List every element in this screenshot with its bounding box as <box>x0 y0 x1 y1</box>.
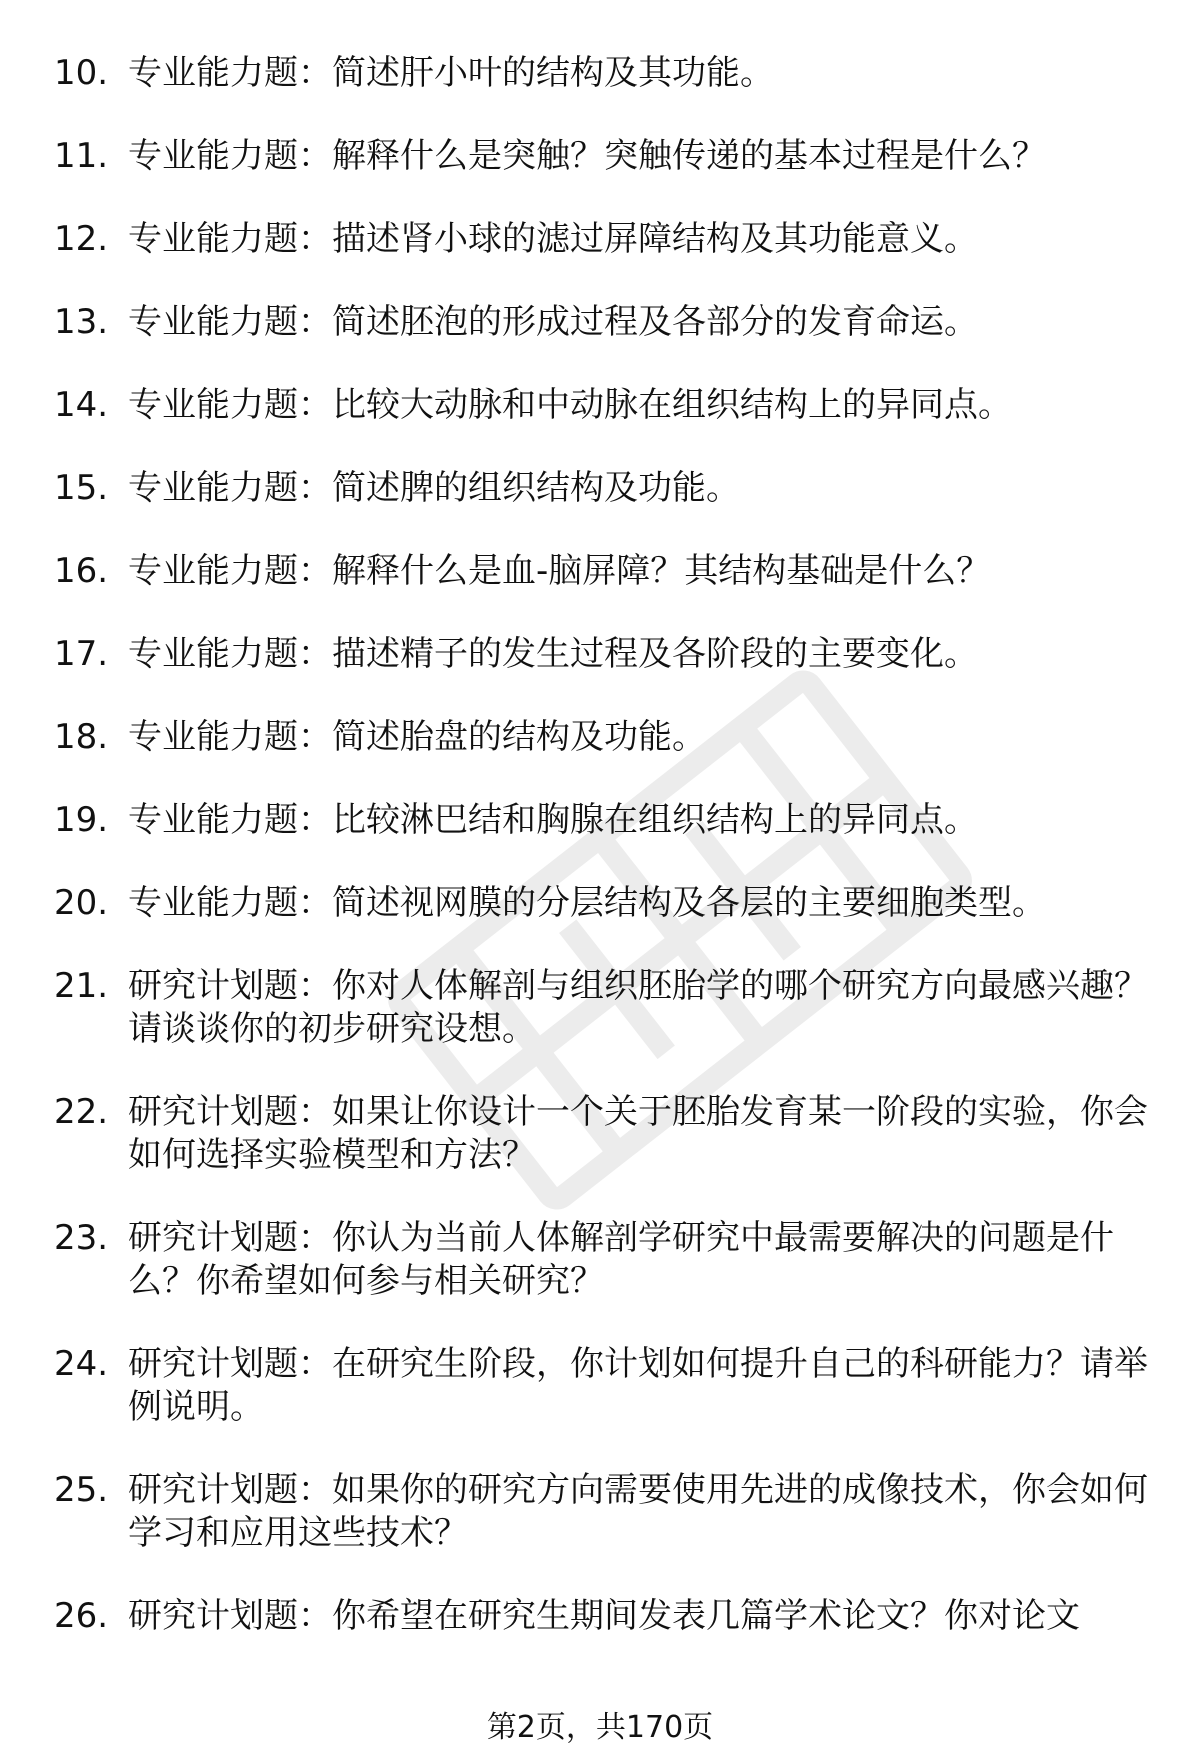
question-text: 研究计划题：在研究生阶段，你计划如何提升自己的科研能力？请举例说明。 <box>128 1344 1148 1427</box>
question-item <box>54 633 1154 676</box>
question-item <box>54 135 1154 178</box>
question-item <box>54 301 1154 344</box>
question-number: 16. <box>54 551 109 591</box>
page-footer: 第2页，共170页 <box>486 1710 714 1745</box>
question-number: 10. <box>54 53 109 93</box>
question-text: 专业能力题：解释什么是突触？突触传递的基本过程是什么？ <box>128 136 1046 176</box>
question-text: 专业能力题：简述胚泡的形成过程及各部分的发育命运。 <box>128 302 978 342</box>
question-item <box>54 1091 1154 1177</box>
question-text: 研究计划题：你认为当前人体解剖学研究中最需要解决的问题是什么？你希望如何参与相关研究？ <box>128 1218 1114 1301</box>
question-text: 专业能力题：描述精子的发生过程及各阶段的主要变化。 <box>128 634 978 674</box>
question-item <box>54 1343 1154 1429</box>
question-list <box>54 52 1154 1678</box>
question-number: 26. <box>54 1596 109 1636</box>
question-number: 12. <box>54 219 109 259</box>
question-item <box>54 467 1154 510</box>
question-number: 18. <box>54 717 109 757</box>
question-item <box>54 1217 1154 1303</box>
question-number: 25. <box>54 1470 109 1510</box>
question-item <box>54 52 1154 95</box>
question-text: 专业能力题：描述肾小球的滤过屏障结构及其功能意义。 <box>128 219 978 259</box>
question-text: 专业能力题：比较淋巴结和胸腺在组织结构上的异同点。 <box>128 800 978 840</box>
question-item <box>54 218 1154 261</box>
question-number: 15. <box>54 468 109 508</box>
question-text: 专业能力题：简述脾的组织结构及功能。 <box>128 468 740 508</box>
question-number: 20. <box>54 883 109 923</box>
question-item <box>54 965 1154 1051</box>
question-item <box>54 1469 1154 1555</box>
question-number: 11. <box>54 136 109 176</box>
question-number: 17. <box>54 634 109 674</box>
question-text: 专业能力题：简述胎盘的结构及功能。 <box>128 717 706 757</box>
question-item <box>54 384 1154 427</box>
question-item <box>54 550 1154 593</box>
question-text: 研究计划题：你对人体解剖与组织胚胎学的哪个研究方向最感兴趣？请谈谈你的初步研究设想。 <box>128 966 1148 1049</box>
question-item <box>54 882 1154 925</box>
question-number: 14. <box>54 385 109 425</box>
question-number: 23. <box>54 1218 109 1258</box>
question-item <box>54 716 1154 759</box>
question-item <box>54 1595 1154 1638</box>
question-text: 专业能力题：简述视网膜的分层结构及各层的主要细胞类型。 <box>128 883 1046 923</box>
question-number: 24. <box>54 1344 109 1384</box>
question-number: 13. <box>54 302 109 342</box>
question-text: 研究计划题：如果你的研究方向需要使用先进的成像技术，你会如何学习和应用这些技术？ <box>128 1470 1148 1553</box>
question-number: 22. <box>54 1092 109 1132</box>
question-text: 专业能力题：解释什么是血-脑屏障？其结构基础是什么？ <box>128 551 991 591</box>
question-text: 研究计划题：你希望在研究生期间发表几篇学术论文？你对论文 <box>128 1596 1080 1636</box>
question-number: 19. <box>54 800 109 840</box>
question-text: 专业能力题：简述肝小叶的结构及其功能。 <box>128 53 774 93</box>
question-text: 专业能力题：比较大动脉和中动脉在组织结构上的异同点。 <box>128 385 1012 425</box>
question-text: 研究计划题：如果让你设计一个关于胚胎发育某一阶段的实验，你会如何选择实验模型和方法？ <box>128 1092 1148 1175</box>
question-item <box>54 799 1154 842</box>
question-number: 21. <box>54 966 109 1006</box>
